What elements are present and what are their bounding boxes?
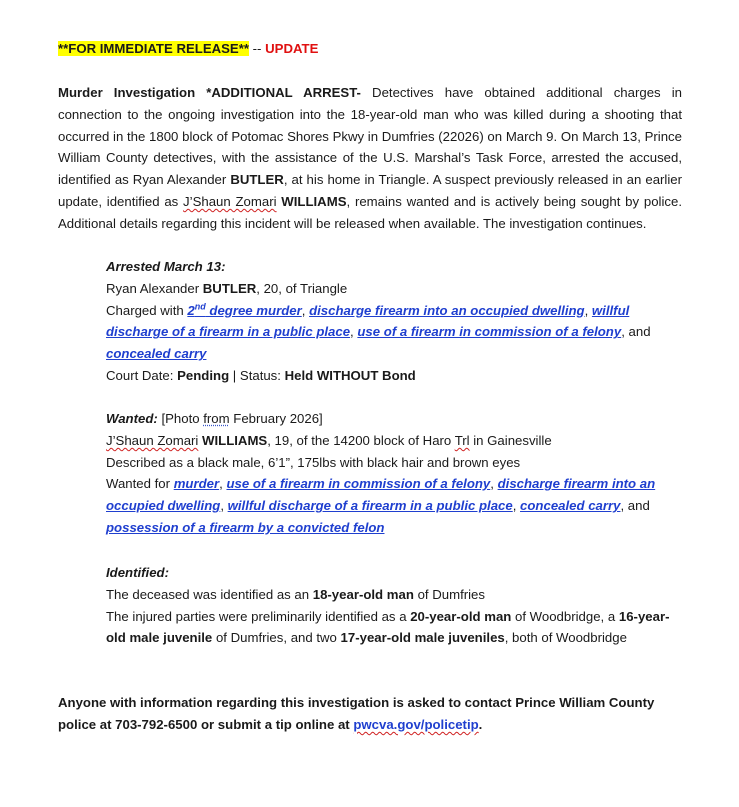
charge-degree: 2 bbox=[187, 302, 195, 318]
intro-paragraph bbox=[58, 82, 682, 235]
wanted-charges-line bbox=[106, 473, 682, 538]
charge-link-discharge-dwelling[interactable]: discharge firearm into an occupied dwelling bbox=[309, 302, 585, 318]
suspect-surname: WILLIAMS bbox=[281, 193, 347, 209]
deceased-text: The deceased was identified as an bbox=[106, 586, 313, 602]
wanted-heading-line bbox=[106, 408, 682, 430]
separator: , bbox=[350, 324, 358, 340]
wanted-heading: Wanted: bbox=[106, 411, 158, 426]
spellcheck-word: Trl bbox=[454, 432, 470, 448]
charge-degree-suffix: nd bbox=[194, 301, 206, 312]
charge-link-concealed-carry[interactable]: concealed carry bbox=[520, 498, 621, 514]
injured-text: of Woodbridge, a bbox=[511, 608, 619, 624]
separator: , and bbox=[620, 498, 650, 514]
contact-text: Anyone with information regarding this investigation is asked to contact Prince William County police at 703-792-6500 or submit a tip online at bbox=[58, 695, 655, 732]
wanted-address: in Gainesville bbox=[469, 432, 552, 448]
wanted-name: J’Shaun Zomari bbox=[106, 432, 199, 448]
injured-text: , both of Woodbridge bbox=[504, 630, 627, 646]
charge-link-concealed-carry[interactable]: concealed carry bbox=[106, 346, 207, 362]
intro-text: , at his home in Triangle. A suspect previously released in an earlier update, identified as bbox=[58, 172, 682, 209]
separator: , bbox=[301, 302, 310, 318]
arrested-name: Ryan Alexander bbox=[106, 280, 203, 296]
status-label: | Status: bbox=[229, 367, 285, 383]
intro-text: Detectives have obtained additional charges in connection to the ongoing investigation into the 18-year-old man who was killed during a shooting that occurred in the 1800 block of Potomac Shores Pkwy in Dumfries (22026) on March 9. On March 13, Prince William County detectives, with the assistance of the U.S. Marshal’s Task Force, arrested the accused, identified as Ryan Alexander bbox=[58, 85, 682, 188]
court-status-line bbox=[106, 365, 682, 387]
wanted-description: Described as a black male, 6’1”, 175lbs with black hair and brown eyes bbox=[106, 454, 521, 470]
separator: , bbox=[584, 302, 592, 318]
arrested-details: , 20, of Triangle bbox=[256, 280, 348, 296]
court-date-value: Pending bbox=[177, 367, 230, 383]
intro-heading: Murder Investigation *ADDITIONAL ARREST- bbox=[58, 85, 361, 100]
arrested-section bbox=[106, 256, 682, 387]
injured-line bbox=[106, 606, 682, 650]
suspect-surname: BUTLER bbox=[230, 172, 284, 188]
deceased-line bbox=[106, 584, 682, 606]
tip-link[interactable]: pwcva.gov/policetip bbox=[353, 716, 479, 732]
header-separator: -- bbox=[249, 41, 266, 56]
identified-section bbox=[106, 562, 682, 649]
wanted-for-label: Wanted for bbox=[106, 476, 174, 492]
deceased-text: of Dumfries bbox=[413, 586, 485, 602]
arrested-name-line bbox=[106, 278, 682, 300]
injured-party: 17-year-old male juveniles bbox=[340, 630, 505, 646]
charge-link-firearm-felony[interactable]: use of a firearm in commission of a felony bbox=[357, 324, 622, 340]
charged-label: Charged with bbox=[106, 302, 188, 318]
spellcheck-word: J’Shaun Zomari bbox=[183, 193, 277, 209]
charge-link-murder[interactable] bbox=[187, 303, 301, 318]
injured-party: 16-year-old male juvenile bbox=[106, 608, 670, 646]
arrested-heading: Arrested March 13: bbox=[106, 259, 226, 274]
release-badge: **FOR IMMEDIATE RELEASE** bbox=[58, 41, 249, 56]
separator: , and bbox=[621, 324, 651, 340]
charge-link-felon-possession[interactable]: possession of a firearm by a convicted felon bbox=[106, 519, 385, 535]
wanted-section bbox=[106, 408, 682, 539]
injured-party: 20-year-old man bbox=[410, 608, 512, 624]
charge-link-discharge-dwelling[interactable]: discharge firearm into an occupied dwelling bbox=[106, 476, 656, 514]
status-value: Held WITHOUT Bond bbox=[284, 367, 416, 383]
photo-note-word: from bbox=[203, 411, 230, 426]
separator: , bbox=[220, 498, 228, 514]
arrested-surname: BUTLER bbox=[202, 280, 257, 296]
intro-text: , remains wanted and is actively being sought by police. Additional details regarding this incident will be released when available. The investigation continues. bbox=[58, 193, 682, 231]
photo-note: February 2026] bbox=[229, 411, 323, 426]
charge-link-discharge-public[interactable]: willful discharge of a firearm in a public place bbox=[227, 498, 513, 514]
charges-line bbox=[106, 300, 682, 365]
separator: , bbox=[219, 476, 227, 492]
deceased-age: 18-year-old man bbox=[312, 586, 414, 602]
charge-link-murder[interactable]: murder bbox=[173, 476, 220, 492]
injured-text: The injured parties were preliminarily identified as a bbox=[106, 608, 411, 624]
separator: , bbox=[512, 498, 521, 514]
contact-text-end: . bbox=[478, 716, 483, 732]
separator: , bbox=[490, 476, 498, 492]
wanted-address: , 19, of the 14200 block of Haro bbox=[267, 432, 455, 448]
court-date-label: Court Date: bbox=[106, 367, 178, 383]
charge-link-firearm-felony[interactable]: use of a firearm in commission of a felony bbox=[226, 476, 491, 492]
wanted-name-line bbox=[106, 430, 682, 452]
update-label: UPDATE bbox=[265, 41, 319, 56]
wanted-surname: WILLIAMS bbox=[202, 432, 268, 448]
identified-heading: Identified: bbox=[106, 565, 170, 580]
release-header bbox=[58, 38, 682, 60]
contact-footer bbox=[58, 692, 682, 736]
photo-note: [Photo bbox=[157, 411, 204, 426]
charge-text: degree murder bbox=[205, 302, 302, 318]
charge-link-discharge-public[interactable]: willful discharge of a firearm in a public place bbox=[106, 302, 630, 340]
injured-text: of Dumfries, and two bbox=[212, 630, 341, 646]
